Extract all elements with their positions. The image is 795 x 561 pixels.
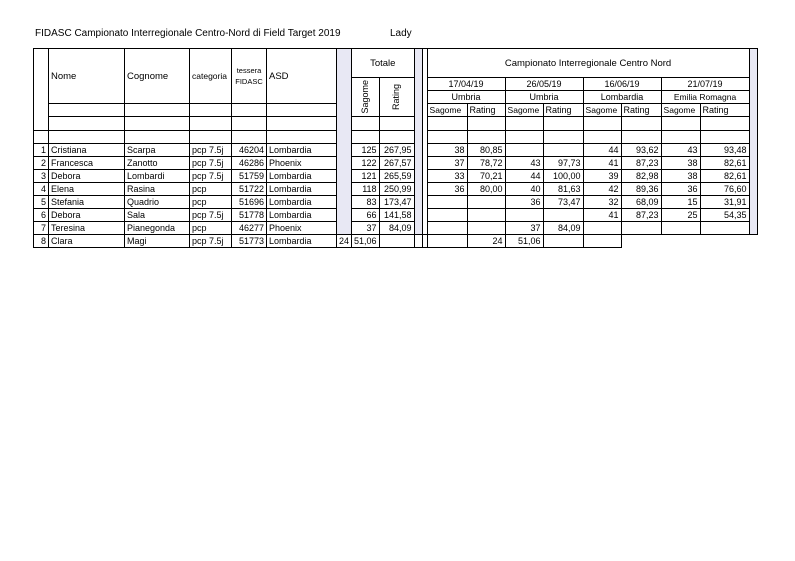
cell-event2-sagome: 44 xyxy=(505,170,543,183)
cell-event4-rating xyxy=(583,235,621,248)
cell-asd: Phoenix xyxy=(267,157,337,170)
cell-nome: Teresina xyxy=(49,222,125,235)
cell-categoria: pcp 7.5j xyxy=(190,157,232,170)
cell-tessera: 51759 xyxy=(232,170,267,183)
header-totale: Totale xyxy=(352,49,415,78)
cell-nome: Debora xyxy=(49,209,125,222)
empty-cell xyxy=(621,131,661,144)
empty-cell xyxy=(232,104,267,117)
table-row xyxy=(34,157,758,170)
header-categoria: categoria xyxy=(190,49,232,104)
cell-event2-rating xyxy=(543,209,583,222)
cell-event4-rating: 76,60 xyxy=(700,183,749,196)
event-region: Umbria xyxy=(427,91,505,104)
empty-cell xyxy=(661,131,700,144)
row-position: 2 xyxy=(34,157,49,170)
cell-event4-rating: 82,61 xyxy=(700,170,749,183)
cell-event1-sagome: 38 xyxy=(427,144,467,157)
cell-nome: Francesca xyxy=(49,157,125,170)
cell-total-sagome: 66 xyxy=(352,209,380,222)
event-rating-header: Rating xyxy=(621,104,661,117)
empty-cell xyxy=(190,131,232,144)
event-rating-header: Rating xyxy=(543,104,583,117)
cell-event1-rating: 80,00 xyxy=(467,183,505,196)
cell-event4-sagome: 43 xyxy=(661,144,700,157)
cell-total-sagome: 83 xyxy=(352,196,380,209)
event-rating-header: Rating xyxy=(700,104,749,117)
cell-event1-rating: 78,72 xyxy=(467,157,505,170)
table-row xyxy=(34,209,758,222)
cell-event2-rating: 97,73 xyxy=(543,157,583,170)
row-position: 3 xyxy=(34,170,49,183)
standings-table xyxy=(33,48,758,248)
cell-event1-sagome: 37 xyxy=(427,157,467,170)
empty-cell xyxy=(267,131,337,144)
cell-total-rating: 141,58 xyxy=(379,209,414,222)
cell-event3-rating xyxy=(621,222,661,235)
page-title xyxy=(35,28,412,39)
cell-categoria: pcp xyxy=(190,222,232,235)
cell-nome: Cristiana xyxy=(49,144,125,157)
cell-event4-rating: 54,35 xyxy=(700,209,749,222)
cell-event3-rating: 87,23 xyxy=(621,209,661,222)
empty-cell xyxy=(583,131,621,144)
row-position: 8 xyxy=(34,235,49,248)
cell-event4-sagome xyxy=(543,235,583,248)
cell-nome: Debora xyxy=(49,170,125,183)
cell-categoria: pcp 7.5j xyxy=(190,235,232,248)
column-separator xyxy=(414,49,422,235)
cell-event1-sagome xyxy=(379,235,414,248)
cell-tessera: 51773 xyxy=(232,235,267,248)
cell-event2-sagome: 43 xyxy=(505,157,543,170)
cell-event3-sagome xyxy=(583,222,621,235)
cell-event3-rating: 87,23 xyxy=(621,157,661,170)
cell-event4-sagome: 25 xyxy=(661,209,700,222)
cell-cognome: Lombardi xyxy=(125,170,190,183)
header-row xyxy=(34,49,758,78)
empty-cell xyxy=(34,131,49,144)
cell-event2-sagome: 36 xyxy=(505,196,543,209)
cell-total-rating: 250,99 xyxy=(379,183,414,196)
cell-event4-sagome: 36 xyxy=(661,183,700,196)
event-sagome-header: Sagome xyxy=(661,104,700,117)
cell-nome: Stefania xyxy=(49,196,125,209)
table-row xyxy=(34,222,758,235)
cell-asd: Lombardia xyxy=(267,183,337,196)
header-campionato: Campionato Interregionale Centro Nord xyxy=(427,49,749,78)
cell-categoria: pcp 7.5j xyxy=(190,209,232,222)
cell-event3-rating: 89,36 xyxy=(621,183,661,196)
table-row xyxy=(34,144,758,157)
empty-cell xyxy=(379,131,414,144)
header-asd: ASD xyxy=(267,49,337,104)
header-nome: Nome xyxy=(49,49,125,104)
cell-categoria: pcp 7.5j xyxy=(190,170,232,183)
empty-cell xyxy=(505,131,543,144)
row-position: 7 xyxy=(34,222,49,235)
cell-event4-rating xyxy=(700,222,749,235)
cell-cognome: Quadrio xyxy=(125,196,190,209)
cell-total-rating: 173,47 xyxy=(379,196,414,209)
event-sagome-header: Sagome xyxy=(583,104,621,117)
cell-tessera: 46286 xyxy=(232,157,267,170)
cell-event2-sagome: 37 xyxy=(505,222,543,235)
cell-tessera: 51722 xyxy=(232,183,267,196)
cell-event3-rating: 68,09 xyxy=(621,196,661,209)
header-tessera xyxy=(232,49,267,104)
table-row xyxy=(34,183,758,196)
cell-asd: Phoenix xyxy=(267,222,337,235)
cell-event3-sagome: 44 xyxy=(583,144,621,157)
cell-event1-rating xyxy=(467,209,505,222)
event-region: Emilia Romagna xyxy=(661,91,749,104)
cell-total-sagome: 121 xyxy=(352,170,380,183)
cell-cognome: Pianegonda xyxy=(125,222,190,235)
empty-cell xyxy=(352,131,380,144)
cell-event1-rating: 70,21 xyxy=(467,170,505,183)
cell-total-rating: 267,57 xyxy=(379,157,414,170)
spacer-row xyxy=(34,131,758,144)
blank-row xyxy=(34,117,758,131)
cell-event3-sagome: 41 xyxy=(583,209,621,222)
cell-total-rating: 267,95 xyxy=(379,144,414,157)
event-rating-header: Rating xyxy=(467,104,505,117)
cell-event2-sagome: 40 xyxy=(505,183,543,196)
empty-cell xyxy=(49,104,125,117)
table-row xyxy=(34,235,758,248)
cell-total-rating: 84,09 xyxy=(379,222,414,235)
row-position: 4 xyxy=(34,183,49,196)
cell-event2-sagome xyxy=(505,144,543,157)
cell-event4-sagome: 38 xyxy=(661,170,700,183)
cell-event2-rating: 100,00 xyxy=(543,170,583,183)
empty-cell xyxy=(232,131,267,144)
header-tessera-line2: FIDASC xyxy=(235,77,263,86)
event-sagome-header: Sagome xyxy=(505,104,543,117)
cell-event3-sagome: 32 xyxy=(583,196,621,209)
row-position: 5 xyxy=(34,196,49,209)
cell-event1-sagome xyxy=(427,196,467,209)
empty-cell xyxy=(190,104,232,117)
table-row xyxy=(34,170,758,183)
cell-event3-sagome: 39 xyxy=(583,170,621,183)
event-date: 21/07/19 xyxy=(661,78,749,91)
event-date: 26/05/19 xyxy=(505,78,583,91)
header-pos xyxy=(34,49,49,131)
event-date: 17/04/19 xyxy=(427,78,505,91)
cell-event4-rating: 82,61 xyxy=(700,157,749,170)
cell-nome: Elena xyxy=(49,183,125,196)
cell-event2-rating: 73,47 xyxy=(543,196,583,209)
cell-cognome: Sala xyxy=(125,209,190,222)
cell-event2-rating: 81,63 xyxy=(543,183,583,196)
column-separator xyxy=(337,49,352,235)
cell-tessera: 46204 xyxy=(232,144,267,157)
cell-total-rating: 51,06 xyxy=(352,235,380,248)
cell-cognome: Zanotto xyxy=(125,157,190,170)
cell-categoria: pcp 7.5j xyxy=(190,144,232,157)
cell-event3-sagome: 42 xyxy=(583,183,621,196)
cell-total-sagome: 125 xyxy=(352,144,380,157)
cell-event3-rating: 82,98 xyxy=(621,170,661,183)
cell-event1-sagome xyxy=(427,222,467,235)
cell-event2-rating xyxy=(543,144,583,157)
cell-event3-rating: 93,62 xyxy=(621,144,661,157)
event-region: Umbria xyxy=(505,91,583,104)
cell-event1-rating: 80,85 xyxy=(467,144,505,157)
empty-cell xyxy=(49,131,125,144)
empty-cell xyxy=(125,104,190,117)
cell-cognome: Magi xyxy=(125,235,190,248)
cell-cognome: Scarpa xyxy=(125,144,190,157)
cell-asd: Lombardia xyxy=(267,144,337,157)
event-region: Lombardia xyxy=(583,91,661,104)
cell-total-rating: 265,59 xyxy=(379,170,414,183)
header-total-rating xyxy=(379,78,414,117)
cell-event4-sagome: 38 xyxy=(661,157,700,170)
empty-cell xyxy=(467,131,505,144)
cell-event4-sagome xyxy=(661,222,700,235)
cell-event2-rating xyxy=(427,235,467,248)
cell-total-sagome: 37 xyxy=(352,222,380,235)
header-total-rating-text: Rating xyxy=(391,83,402,110)
table-row xyxy=(34,196,758,209)
cell-nome: Clara xyxy=(49,235,125,248)
cell-event4-rating: 31,91 xyxy=(700,196,749,209)
empty-cell xyxy=(267,104,337,117)
category-label: Lady xyxy=(390,28,412,39)
cell-event1-rating xyxy=(467,196,505,209)
title-text: FIDASC Campionato Interregionale Centro-Nord di Field Target 2019 xyxy=(35,28,341,39)
cell-event3-sagome: 24 xyxy=(467,235,505,248)
empty-cell xyxy=(125,131,190,144)
header-total-sagome-text: Sagome xyxy=(359,80,370,114)
cell-event1-rating xyxy=(414,235,422,248)
cell-tessera: 46277 xyxy=(232,222,267,235)
empty-cell xyxy=(543,131,583,144)
cell-event4-rating: 93,48 xyxy=(700,144,749,157)
header-total-sagome xyxy=(352,78,380,117)
cell-event2-rating: 84,09 xyxy=(543,222,583,235)
header-tessera-line1: tessera xyxy=(236,66,262,75)
cell-event3-sagome: 41 xyxy=(583,157,621,170)
cell-asd: Lombardia xyxy=(267,170,337,183)
row-position: 1 xyxy=(34,144,49,157)
cell-total-sagome: 118 xyxy=(352,183,380,196)
empty-cell xyxy=(427,131,467,144)
cell-event3-rating: 51,06 xyxy=(505,235,543,248)
event-sagome-header: Sagome xyxy=(427,104,467,117)
cell-event1-rating xyxy=(467,222,505,235)
cell-categoria: pcp xyxy=(190,183,232,196)
column-separator xyxy=(749,49,757,235)
cell-event2-sagome xyxy=(505,209,543,222)
row-position: 6 xyxy=(34,209,49,222)
cell-tessera: 51778 xyxy=(232,209,267,222)
event-date: 16/06/19 xyxy=(583,78,661,91)
cell-total-sagome: 122 xyxy=(352,157,380,170)
cell-event1-sagome xyxy=(427,209,467,222)
cell-event1-sagome: 33 xyxy=(427,170,467,183)
cell-event4-sagome: 15 xyxy=(661,196,700,209)
cell-cognome: Rasina xyxy=(125,183,190,196)
header-cognome: Cognome xyxy=(125,49,190,104)
cell-tessera: 51696 xyxy=(232,196,267,209)
cell-asd: Lombardia xyxy=(267,209,337,222)
cell-asd: Lombardia xyxy=(267,235,337,248)
cell-categoria: pcp xyxy=(190,196,232,209)
cell-event1-sagome: 36 xyxy=(427,183,467,196)
cell-asd: Lombardia xyxy=(267,196,337,209)
cell-total-sagome: 24 xyxy=(337,235,352,248)
empty-cell xyxy=(700,131,749,144)
